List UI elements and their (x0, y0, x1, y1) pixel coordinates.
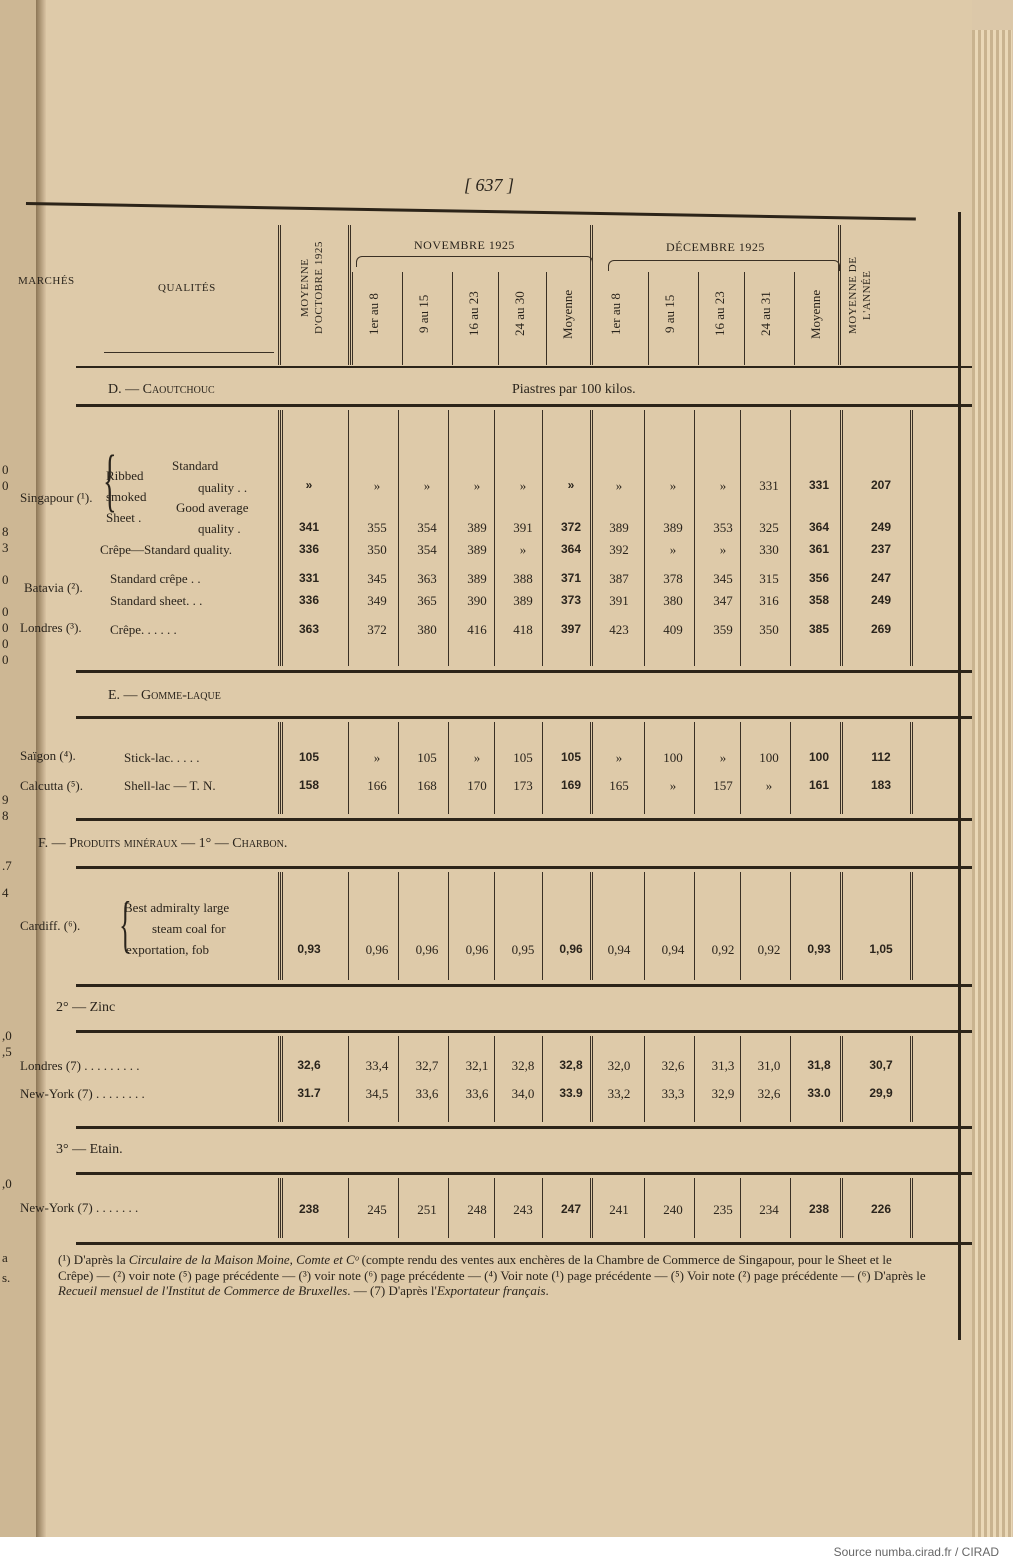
vrule (838, 225, 841, 365)
table-cell: » (423, 478, 431, 493)
quality-label: Standard crêpe . . (110, 571, 201, 586)
table-cell: 33,2 (607, 1086, 631, 1101)
facing-page-edge (0, 0, 38, 1537)
market-singapour: Singapour (¹). (20, 490, 93, 505)
table-cell: 33.9 (559, 1086, 583, 1100)
table-cell: 241 (609, 1202, 629, 1217)
table-cell: 33,6 (415, 1086, 439, 1101)
quality-label: smoked (106, 489, 147, 504)
table-cell: 331 (298, 571, 320, 585)
margin-number: 8 (2, 808, 9, 823)
table-cell: 251 (417, 1202, 437, 1217)
table-cell: 387 (609, 571, 629, 586)
hrule (76, 818, 972, 821)
table-cell: 0,92 (757, 942, 781, 957)
brace-novembre (356, 256, 593, 267)
section-title-produits-mineraux: F. — Produits minéraux — 1° — Charbon. (38, 836, 288, 851)
table-cell: 316 (759, 593, 779, 608)
col-header-period: 16 au 23 (466, 291, 481, 337)
vrule (840, 1036, 843, 1122)
vrule (278, 1036, 281, 1122)
table-cell: » (519, 542, 527, 557)
table-cell: 105 (298, 750, 320, 764)
table-cell: 168 (417, 778, 437, 793)
table-cell: 347 (713, 593, 733, 608)
vrule (402, 272, 403, 365)
vrule (448, 722, 449, 814)
table-cell: 34,5 (365, 1086, 389, 1101)
table-cell: » (305, 478, 313, 492)
table-cell: 353 (713, 520, 733, 535)
section-title-etain: 3° — Etain. (56, 1142, 123, 1157)
table-cell: 0,92 (711, 942, 735, 957)
table-cell: 354 (417, 520, 437, 535)
table-cell: 32,8 (511, 1058, 535, 1073)
table-cell: 355 (367, 520, 387, 535)
margin-number: 0 (2, 636, 9, 651)
section-title-caoutchouc: D. — Caoutchouc (108, 382, 215, 397)
table-cell: 358 (808, 593, 830, 607)
col-header-period: 24 au 30 (512, 291, 527, 337)
table-cell: 389 (467, 542, 487, 557)
market-londres: Londres (³). (20, 620, 82, 635)
quality-label: Ribbed (106, 468, 144, 483)
quality-label: exportation, fob (126, 942, 210, 957)
table-cell: » (669, 778, 677, 793)
section-title-zinc: 2° — Zinc (56, 1000, 116, 1015)
vrule (694, 1036, 695, 1122)
table-cell: 249 (870, 520, 892, 534)
table-cell: 0,94 (607, 942, 631, 957)
col-header-novembre: NOVEMBRE 1925 (414, 238, 515, 252)
quality-label: Standard sheet. . . (110, 593, 203, 608)
table-cell: 100 (759, 750, 779, 765)
table-cell: » (373, 478, 381, 493)
page (18, 0, 972, 1537)
table-cell: 392 (609, 542, 629, 557)
table-cell: 331 (759, 478, 779, 493)
table-cell: 345 (713, 571, 733, 586)
table-cell: 1,05 (869, 942, 893, 956)
table-cell: » (719, 478, 727, 493)
hrule (76, 866, 972, 869)
table-cell: 363 (298, 622, 320, 636)
col-header-decembre: DÉCEMBRE 1925 (666, 240, 765, 254)
table-cell: 361 (808, 542, 830, 556)
brace: { (103, 442, 117, 519)
table-cell: 269 (870, 622, 892, 636)
book-gutter (36, 0, 46, 1537)
table-cell: 372 (560, 520, 582, 534)
margin-number: 0 (2, 620, 9, 635)
vrule (348, 1178, 349, 1238)
table-cell: 32,6 (661, 1058, 685, 1073)
quality-label: Sheet . (106, 510, 142, 525)
table-cell: 157 (713, 778, 733, 793)
hrule (76, 984, 972, 987)
table-cell: 391 (609, 593, 629, 608)
table-cell: 331 (808, 478, 830, 492)
table-cell: 226 (870, 1202, 892, 1216)
table-cell: 33,6 (465, 1086, 489, 1101)
vrule (494, 1036, 495, 1122)
table-cell: 161 (808, 778, 830, 792)
market-cardiff: Cardiff. (⁶). (20, 918, 81, 933)
source-credit: Source numba.cirad.fr / CIRAD (833, 1545, 999, 1559)
quality-label: Crêpe—Standard quality. (100, 542, 233, 557)
vrule (644, 410, 645, 666)
table-cell: 359 (713, 622, 733, 637)
vrule (398, 872, 399, 980)
vrule (644, 872, 645, 980)
col-header-period: 1er au 8 (366, 293, 381, 335)
section-title-gomme-laque: E. — Gomme-laque (108, 688, 221, 703)
table-cell: 0,96 (465, 942, 489, 957)
vrule (590, 722, 593, 814)
table-cell: 166 (367, 778, 387, 793)
table-cell: 248 (467, 1202, 487, 1217)
vrule (352, 272, 353, 365)
vrule (498, 272, 499, 365)
col-header-marches: MARCHÉS (18, 275, 75, 287)
table-cell: 389 (467, 571, 487, 586)
vrule (278, 410, 281, 666)
table-cell: 207 (870, 478, 892, 492)
table-cell: 29,9 (869, 1086, 893, 1100)
quality-label: quality . (198, 521, 241, 536)
vrule (744, 272, 745, 365)
table-cell: 31,8 (807, 1058, 831, 1072)
margin-number: 0 (2, 604, 9, 619)
table-right-rule (958, 212, 961, 1340)
margin-number: ,0 (2, 1176, 12, 1191)
vrule (648, 272, 649, 365)
table-cell: 31,3 (711, 1058, 735, 1073)
margin-number: 8 (2, 524, 9, 539)
col-header-period: 16 au 23 (712, 291, 727, 337)
vrule (644, 722, 645, 814)
vrule (590, 872, 593, 980)
vrule (794, 272, 795, 365)
vrule (542, 872, 543, 980)
hrule (76, 366, 972, 368)
col-header-moyenne-octobre: MOYENNE D'OCTOBRE 1925 (299, 241, 325, 335)
margin-number: 4 (2, 885, 9, 900)
header-underline (104, 352, 274, 353)
table-cell: 235 (713, 1202, 733, 1217)
vrule (452, 272, 453, 365)
table-cell: 330 (759, 542, 779, 557)
vrule (910, 872, 913, 980)
table-cell: » (669, 542, 677, 557)
table-cell: 31.7 (297, 1086, 321, 1100)
table-cell: 238 (808, 1202, 830, 1216)
brace-decembre (608, 260, 840, 271)
quality-label: Standard (172, 458, 219, 473)
table-cell: 364 (560, 542, 582, 556)
table-cell: 416 (467, 622, 487, 637)
vrule (494, 722, 495, 814)
table-cell: 356 (808, 571, 830, 585)
hrule (76, 1030, 972, 1033)
vrule (542, 1036, 543, 1122)
table-cell: 380 (417, 622, 437, 637)
vrule (348, 722, 349, 814)
table-cell: 173 (513, 778, 533, 793)
vrule (590, 225, 593, 365)
table-cell: 183 (870, 778, 892, 792)
table-cell: 105 (513, 750, 533, 765)
vrule (694, 872, 695, 980)
vrule (910, 410, 913, 666)
table-cell: 363 (417, 571, 437, 586)
margin-number: 0 (2, 478, 9, 493)
table-cell: 350 (759, 622, 779, 637)
table-cell: » (719, 750, 727, 765)
table-cell: 32,6 (297, 1058, 321, 1072)
table-cell: 31,0 (757, 1058, 781, 1073)
footnote: (¹) D'après la Circulaire de la Maison Moine, Comte et Cᵒ (compte rendu des ventes aux enchères de la Chambre de Commerce de Singapour, pour le Sheet et le Crêpe) — (²) voir note (⁵) page précédente — (³) voir note (⁶) page précédente — (⁴) Voir note (¹) page précédente — (⁵) Voir note (²) page précédente — (⁶) D'après le Recueil mensuel de l'Institut de Commerce de Bruxelles. — (7) D'après l'Exportateur français. (58, 1252, 926, 1298)
vrule (694, 722, 695, 814)
table-cell: 365 (417, 593, 437, 608)
hrule (76, 1172, 972, 1175)
table-cell: » (669, 478, 677, 493)
table-cell: 158 (298, 778, 320, 792)
table-cell: 418 (513, 622, 533, 637)
vrule (840, 722, 843, 814)
quality-label: Crêpe. . . . . . (110, 622, 177, 637)
hrule (76, 716, 972, 719)
margin-number: 3 (2, 540, 9, 555)
vrule (278, 722, 281, 814)
table-cell: 315 (759, 571, 779, 586)
col-header-period: Moyenne (560, 289, 575, 339)
col-header-qualites: QUALITÉS (158, 282, 216, 294)
quality-label: Stick-lac. . . . . (124, 750, 200, 765)
table-cell: 378 (663, 571, 683, 586)
table-cell: 240 (663, 1202, 683, 1217)
margin-number: a (2, 1250, 8, 1265)
col-header-period: 1er au 8 (608, 293, 623, 335)
table-cell: 388 (513, 571, 533, 586)
vrule (546, 272, 547, 365)
vrule (348, 225, 351, 365)
table-cell: » (473, 478, 481, 493)
table-cell: » (615, 478, 623, 493)
table-cell: 32,8 (559, 1058, 583, 1072)
quality-label: Shell-lac — T. N. (124, 778, 216, 793)
table-cell: 170 (467, 778, 487, 793)
vrule (910, 1178, 913, 1238)
vrule (278, 225, 281, 365)
hrule (76, 404, 972, 407)
table-cell: 397 (560, 622, 582, 636)
table-cell: 247 (870, 571, 892, 585)
table-cell: 234 (759, 1202, 779, 1217)
table-cell: 0,95 (511, 942, 535, 957)
table-cell: 0,93 (297, 942, 321, 956)
quality-label: Best admiralty large (124, 900, 230, 915)
table-cell: 0,96 (559, 942, 583, 956)
table-cell: 33,4 (365, 1058, 389, 1073)
quality-label: steam coal for (152, 921, 226, 936)
vrule (448, 872, 449, 980)
table-cell: » (719, 542, 727, 557)
table-cell: 0,96 (415, 942, 439, 957)
hrule (76, 670, 972, 673)
table-cell: » (373, 750, 381, 765)
table-cell: 371 (560, 571, 582, 585)
table-cell: 0,93 (807, 942, 831, 956)
table-cell: 33.0 (807, 1086, 831, 1100)
table-cell: 243 (513, 1202, 533, 1217)
vrule (740, 872, 741, 980)
col-header-period: 24 au 31 (758, 291, 773, 337)
vrule (910, 722, 913, 814)
table-cell: » (473, 750, 481, 765)
table-cell: 390 (467, 593, 487, 608)
col-header-period: Moyenne (808, 289, 823, 339)
margin-number: ,5 (2, 1044, 12, 1059)
table-top-rule (26, 202, 916, 221)
table-cell: 345 (367, 571, 387, 586)
table-cell: 30,7 (869, 1058, 893, 1072)
table-cell: 112 (871, 750, 891, 764)
table-cell: 364 (808, 520, 830, 534)
market-newyork-zinc: New-York (7) . . . . . . . . (20, 1086, 145, 1101)
unit-label: Piastres par 100 kilos. (512, 382, 636, 397)
table-cell: 372 (367, 622, 387, 637)
vrule (398, 722, 399, 814)
table-cell: » (519, 478, 527, 493)
page-stack-edge (972, 30, 1012, 1537)
table-cell: 354 (417, 542, 437, 557)
table-cell: 350 (367, 542, 387, 557)
vrule (790, 1036, 791, 1122)
market-batavia: Batavia (²). (24, 580, 83, 595)
margin-number: s. (2, 1270, 11, 1285)
margin-number: 0 (2, 652, 9, 667)
vrule (348, 410, 349, 666)
margin-number: ,0 (2, 1028, 12, 1043)
vrule (278, 872, 281, 980)
quality-label: Good average (176, 500, 249, 515)
table-cell: 165 (609, 778, 629, 793)
vrule (644, 1178, 645, 1238)
table-cell: 391 (513, 520, 533, 535)
table-cell: 385 (808, 622, 830, 636)
table-cell: 237 (870, 542, 892, 556)
col-header-period: 9 au 15 (662, 294, 677, 334)
margin-number: 0 (2, 572, 9, 587)
table-cell: » (765, 778, 773, 793)
table-cell: 33,3 (661, 1086, 685, 1101)
margin-number: .7 (2, 858, 12, 873)
vrule (698, 272, 699, 365)
page-number: [ 637 ] (464, 175, 515, 195)
brace: { (119, 888, 132, 959)
table-cell: 34,0 (511, 1086, 535, 1101)
vrule (494, 872, 495, 980)
table-cell: 349 (367, 593, 387, 608)
table-cell: 389 (513, 593, 533, 608)
quality-label: quality . . (198, 480, 248, 495)
hrule (76, 1126, 972, 1129)
vrule (790, 722, 791, 814)
hrule (76, 1242, 972, 1245)
table-cell: 380 (663, 593, 683, 608)
vrule (590, 1036, 593, 1122)
col-header-moyenne-annee: MOYENNE DE L'ANNÉE (847, 256, 873, 334)
table-cell: 105 (417, 750, 437, 765)
vrule (740, 722, 741, 814)
vrule (398, 1036, 399, 1122)
vrule (542, 722, 543, 814)
table-cell: 325 (759, 520, 779, 535)
table-cell: 0,94 (661, 942, 685, 957)
table-cell: 105 (560, 750, 582, 764)
margin-number: 9 (2, 792, 9, 807)
market-londres-zinc: Londres (7) . . . . . . . . . (20, 1058, 140, 1073)
vrule (740, 1036, 741, 1122)
col-header-period: 9 au 15 (416, 294, 431, 334)
vrule (910, 1036, 913, 1122)
table-cell: 169 (560, 778, 582, 792)
table-cell: 247 (560, 1202, 582, 1216)
market-saigon: Saïgon (⁴). (20, 748, 76, 763)
table-cell: 100 (663, 750, 683, 765)
vrule (348, 1036, 349, 1122)
market-newyork-etain: New-York (7) . . . . . . . (20, 1200, 139, 1215)
table-cell: 32,9 (711, 1086, 735, 1101)
table-cell: 373 (560, 593, 582, 607)
table-cell: 249 (870, 593, 892, 607)
table-cell: 423 (609, 622, 629, 637)
table-cell: » (615, 750, 623, 765)
table-cell: 32,6 (757, 1086, 781, 1101)
table-cell: » (567, 478, 575, 492)
vrule (840, 872, 843, 980)
table-cell: 100 (808, 750, 830, 764)
table-cell: 389 (663, 520, 683, 535)
table-cell: 336 (298, 593, 320, 607)
margin-number: 0 (2, 462, 9, 477)
vrule (790, 872, 791, 980)
table-cell: 0,96 (365, 942, 389, 957)
table-cell: 336 (298, 542, 320, 556)
vrule (448, 1036, 449, 1122)
table-cell: 389 (467, 520, 487, 535)
table-cell: 389 (609, 520, 629, 535)
table-cell: 32,0 (607, 1058, 631, 1073)
vrule (348, 872, 349, 980)
table-cell: 32,1 (465, 1058, 489, 1073)
table-cell: 238 (298, 1202, 320, 1216)
table-cell: 245 (367, 1202, 387, 1217)
table-cell: 341 (298, 520, 320, 534)
table-cell: 32,7 (415, 1058, 439, 1073)
vrule (644, 1036, 645, 1122)
table-cell: 409 (663, 622, 683, 637)
market-calcutta: Calcutta (⁵). (20, 778, 84, 793)
vrule (278, 1178, 281, 1238)
